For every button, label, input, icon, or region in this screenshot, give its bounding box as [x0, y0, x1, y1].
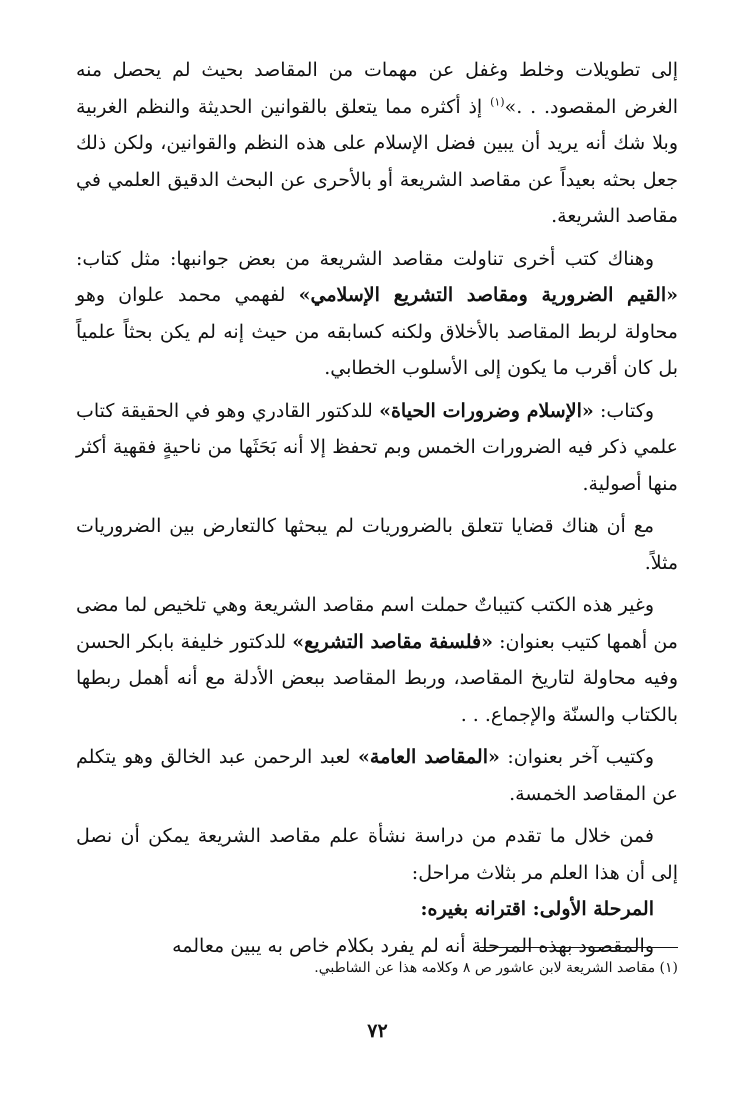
book-title-3: «فلسفة مقاصد التشريع» — [292, 630, 493, 653]
paragraph-8: والمقصود بهذه المرحلة أنه لم يفرد بكلام خاص به يبين معالمه — [172, 934, 654, 957]
page-number: ٧٢ — [367, 1020, 388, 1042]
footnote-divider — [480, 947, 678, 948]
paragraph-5-text-b: للدكتور خليفة بابكر الحسن وفيه محاولة لتاريخ المقاصد، وربط المقاصد ببعض الأدلة مع أنه أهمل ربطها بالكتاب والسنّة والإجماع. . . — [76, 630, 678, 726]
paragraph-2 — [76, 241, 678, 387]
paragraph-2-text-b: لفهمي محمد علوان وهو محاولة لربط المقاصد بالأخلاق ولكنه كسابقه من حيث إنه لم يكن بحثاً علمياً بل كان أقرب ما يكون إلى الأسلوب الخطابي. — [76, 284, 678, 379]
paragraph-5 — [76, 587, 678, 733]
paragraph-3-text-b: للدكتور القادري وهو في الحقيقة كتاب علمي ذكر فيه الضرورات الخمس وبم تحفظ إلا أنه بَحَثَها من ناحيةٍ فقهية أكثر منها أصولية. — [76, 399, 678, 495]
paragraph-5-text-a: وغير هذه الكتب كتيباتٌ حملت اسم مقاصد الشريعة وهي تلخيص لما مضى من أهمها كتيب بعنوان: — [76, 594, 678, 653]
paragraph-6-text-b: لعبد الرحمن عبد الخالق وهو يتكلم عن المقاصد الخمسة. — [76, 746, 678, 805]
footnote: (١) مقاصد الشريعة لابن عاشور ص ٨ وكلامه هذا عن الشاطبي. — [314, 960, 678, 976]
paragraph-3 — [76, 393, 678, 503]
paragraph-7: فمن خلال ما تقدم من دراسة نشأة علم مقاصد الشريعة يمكن أن نصل إلى أن هذا العلم مر بثلاث مراحل: — [76, 825, 678, 884]
paragraph-1 — [76, 52, 678, 235]
paragraph-1-text: إلى تطويلات وخلط وغفل عن مهمات من المقاصد بحيث لم يحصل منه الغرض المقصود. . .» — [76, 59, 679, 118]
paragraph-6 — [76, 739, 678, 812]
footnote-reference[interactable]: (١) — [490, 95, 505, 109]
paragraph-6-text-a: وكتيب آخر بعنوان: — [499, 746, 655, 768]
book-title-2: «الإسلام وضرورات الحياة» — [379, 399, 594, 422]
paragraph-3-text-a: وكتاب: — [593, 399, 655, 422]
book-title-1: «القيم الضرورية ومقاصد التشريع الإسلامي» — [298, 284, 678, 306]
paragraph-2-text-a: وهناك كتب أخرى تناولت مقاصد الشريعة من بعض جوانبها: مثل كتاب: — [76, 247, 654, 270]
paragraph-4: مع أن هناك قضايا تتعلق بالضروريات لم يبحثها كالتعارض بين الضروريات مثلاً. — [76, 515, 678, 574]
main-text — [76, 52, 678, 964]
book-title-4: «المقاصد العامة» — [358, 746, 500, 768]
section-heading: المرحلة الأولى: اقترانه بغيره: — [420, 898, 654, 920]
paragraph-1-rest: إذ أكثره مما يتعلق بالقوانين الحديثة والنظم الغربية وبلا شك أنه يريد أن يبين فضل الإسلام على هذه النظم والقوانين، ولكن ذلك جعل بحثه بعيداً عن مقاصد الشريعة أو بالأحرى عن البحث الدقيق العلمي في مقاصد الشريعة. — [76, 95, 678, 227]
